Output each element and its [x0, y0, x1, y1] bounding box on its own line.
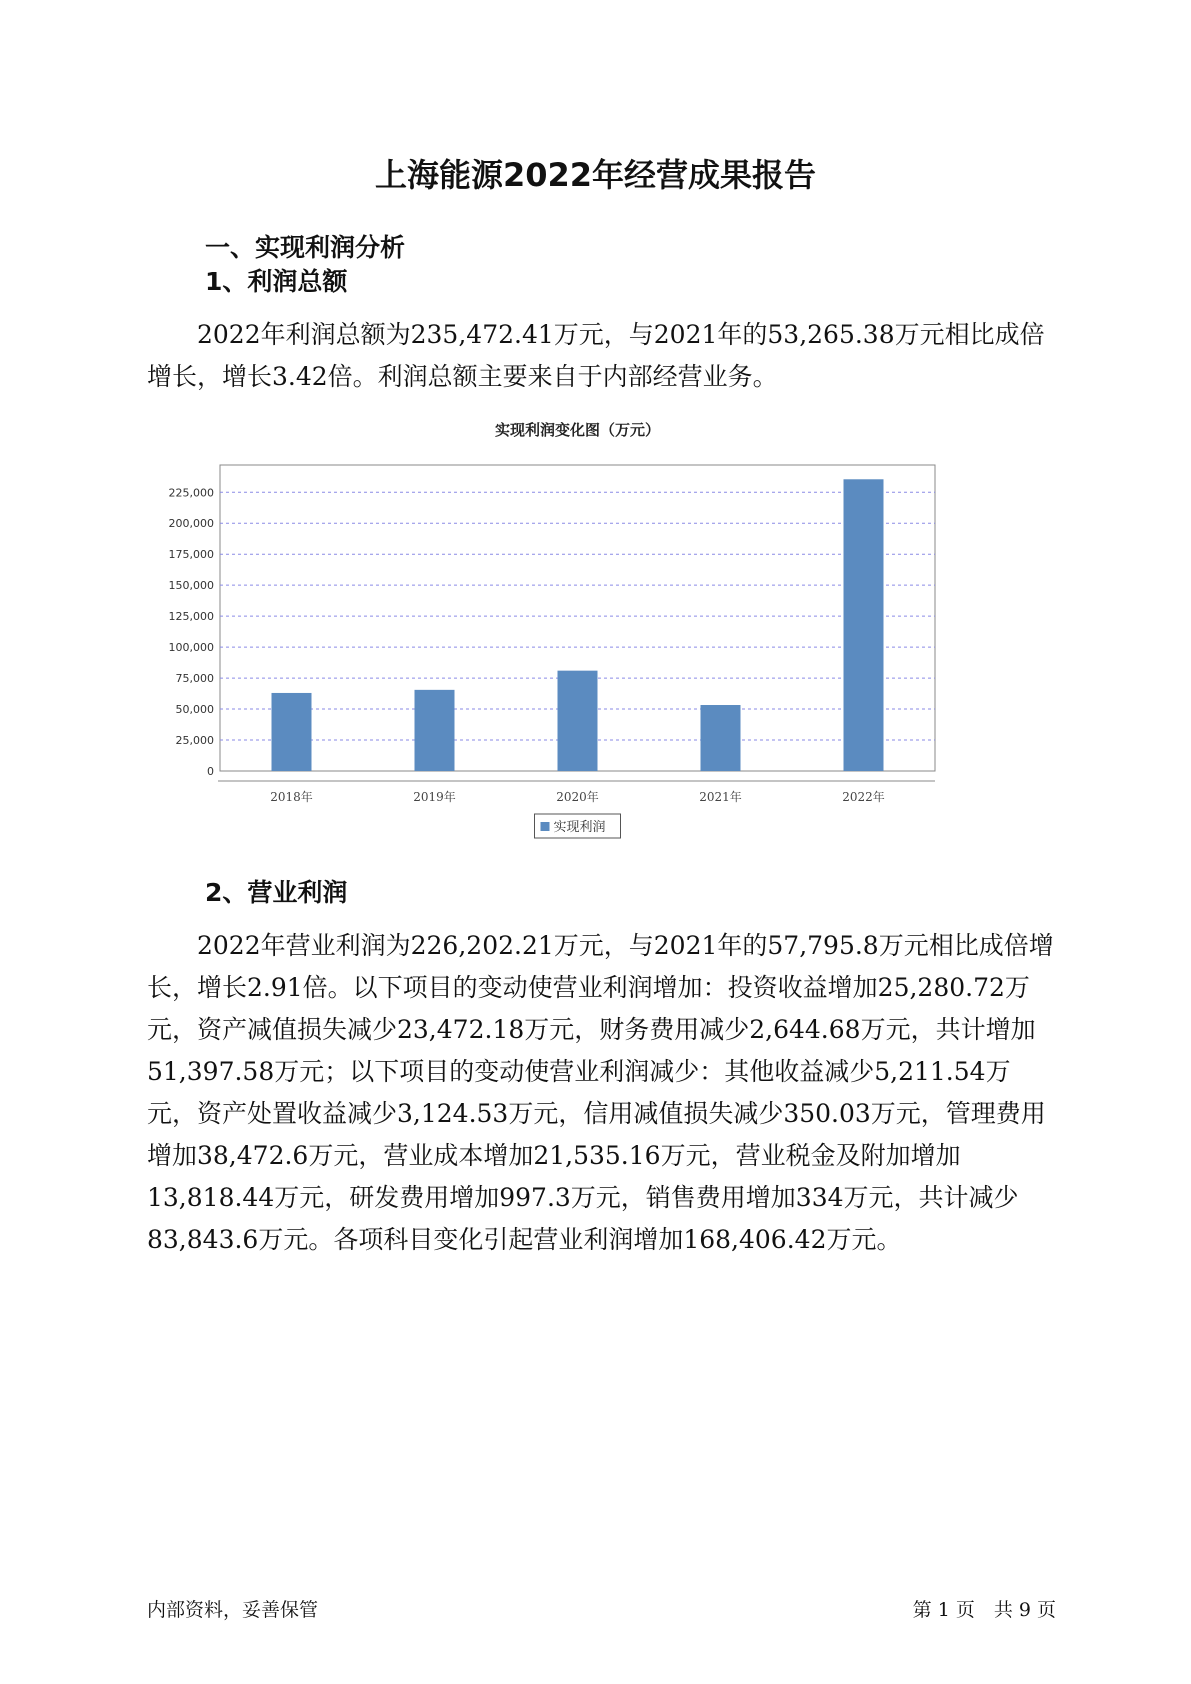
- bar: [272, 693, 312, 771]
- y-tick-label: 200,000: [168, 517, 214, 531]
- footer-page-number: 第 1 页 共 9 页: [912, 1599, 1056, 1621]
- x-tick-label: 2020年: [556, 790, 599, 804]
- legend-label: 实现利润: [553, 820, 606, 835]
- x-tick-label: 2021年: [699, 790, 742, 804]
- y-tick-label: 175,000: [168, 548, 214, 562]
- y-tick-label: 75,000: [175, 672, 214, 686]
- bar: [701, 705, 741, 771]
- subsection-heading-profit-total: 1、利润总额: [205, 267, 348, 296]
- x-tick-label: 2022年: [842, 790, 885, 804]
- y-tick-label: 0: [207, 765, 214, 778]
- profit-chart: [160, 421, 1040, 915]
- footer-confidential: 内部资料，妥善保管: [147, 1599, 319, 1621]
- bar: [844, 479, 884, 771]
- y-tick-label: 50,000: [175, 703, 214, 717]
- y-tick-label: 25,000: [175, 734, 214, 748]
- legend-swatch: [541, 822, 550, 831]
- y-tick-label: 150,000: [168, 579, 214, 593]
- x-tick-label: 2019年: [413, 790, 456, 804]
- subsection-heading-operating-profit: 2、营业利润: [205, 878, 348, 907]
- y-tick-label: 125,000: [168, 610, 214, 624]
- section-heading: 一、实现利润分析: [205, 233, 406, 262]
- paragraph-operating-profit: 2022年营业利润为226,202.21万元，与2021年的57,795.8万元相比成倍增长，增长2.91倍。以下项目的变动使营业利润增加：投资收益增加25,280.72万元，资产减值损失减少23,472.18万元，财务费用减少2,644.68万元，共计增加51,397.58万元；以下项目的变动使营业利润减少：其他收益减少5,211.54万元，资产处置收益减少3,124.53万元，信用减值损失减少350.03万元，管理费用增加38,472.6万元，营业成本增加21,535.16万元，营业税金及附加增加13,818.44万元，研发费用增加997.3万元，销售费用增加334万元，共计减少83,843.6万元。各项科目变化引起营业利润增加168,406.42万元。: [147, 931, 1054, 1254]
- chart-title: 实现利润变化图（万元）: [494, 421, 661, 439]
- page-title: 上海能源2022年经营成果报告: [374, 156, 817, 194]
- y-tick-label: 225,000: [168, 486, 214, 500]
- bar: [558, 671, 598, 771]
- paragraph-profit-total: 2022年利润总额为235,472.41万元，与2021年的53,265.38万元相比成倍增长，增长3.42倍。利润总额主要来自于内部经营业务。: [147, 320, 1045, 391]
- bar-chart: [160, 421, 1040, 915]
- bar: [415, 690, 455, 771]
- y-tick-label: 100,000: [168, 641, 214, 655]
- x-tick-label: 2018年: [270, 790, 313, 804]
